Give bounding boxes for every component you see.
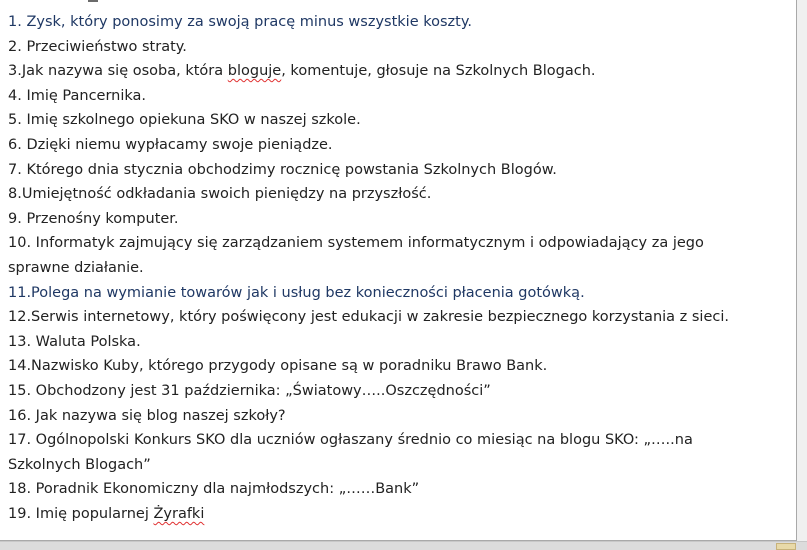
list-item: 17. Ogólnopolski Konkurs SKO dla uczniów ogłaszany średnio co miesiąc na blogu SKO: „…..na Szkolnych Blogach” xyxy=(8,432,693,473)
list-item: 2. Przeciwieństwo straty. xyxy=(8,38,187,55)
list-item-text: , komentuje, głosuje na Szkolnych Blogach. xyxy=(281,63,596,80)
list-item: 5. Imię szkolnego opiekuna SKO w naszej szkole. xyxy=(8,112,361,129)
spellcheck-word: bloguje xyxy=(227,63,282,80)
spellcheck-word: Żyrafki xyxy=(153,505,205,522)
list-item: 13. Waluta Polska. xyxy=(8,333,141,350)
list-item: 6. Dzięki niemu wypłacamy swoje pieniądze. xyxy=(8,136,333,153)
list-item: 8.Umiejętność odkładania swoich pieniędzy na przyszłość. xyxy=(8,186,432,203)
list-item: 4. Imię Pancernika. xyxy=(8,87,147,104)
list-item-text: 3.Jak nazywa się osoba, która xyxy=(8,63,228,80)
question-list xyxy=(8,10,788,526)
list-item: 18. Poradnik Ekonomiczny dla najmłodszych: „……Bank” xyxy=(8,481,420,498)
vertical-scrollbar[interactable] xyxy=(797,0,807,541)
list-item: 12.Serwis internetowy, który poświęcony jest edukacji w zakresie bezpiecznego korzystania z sieci. xyxy=(8,309,729,326)
list-item: 14.Nazwisko Kuby, którego przygody opisane są w poradniku Brawo Bank. xyxy=(8,358,548,375)
list-item: 1. Zysk, który ponosimy za swoją pracę minus wszystkie koszty. xyxy=(8,14,472,30)
list-item: 7. Którego dnia stycznia obchodzimy rocznicę powstania Szkolnych Blogów. xyxy=(8,161,557,178)
list-item: 11.Polega na wymianie towarów jak i usług bez konieczności płacenia gotówką. xyxy=(8,284,585,301)
list-item: 10. Informatyk zajmujący się zarządzaniem systemem informatycznym i odpowiadający za jego sprawne działanie. xyxy=(8,235,704,276)
status-bar xyxy=(0,541,807,550)
resize-grip[interactable] xyxy=(776,543,796,550)
list-item-text: 19. Imię popularnej xyxy=(8,505,154,522)
ruler-mark xyxy=(88,0,98,2)
list-item: 15. Obchodzony jest 31 października: „Światowy…..Oszczędności” xyxy=(8,382,491,399)
list-item xyxy=(8,59,788,84)
list-item: 16. Jak nazywa się blog naszej szkoły? xyxy=(8,407,286,424)
list-item: 9. Przenośny komputer. xyxy=(8,210,179,227)
list-item xyxy=(8,502,788,527)
